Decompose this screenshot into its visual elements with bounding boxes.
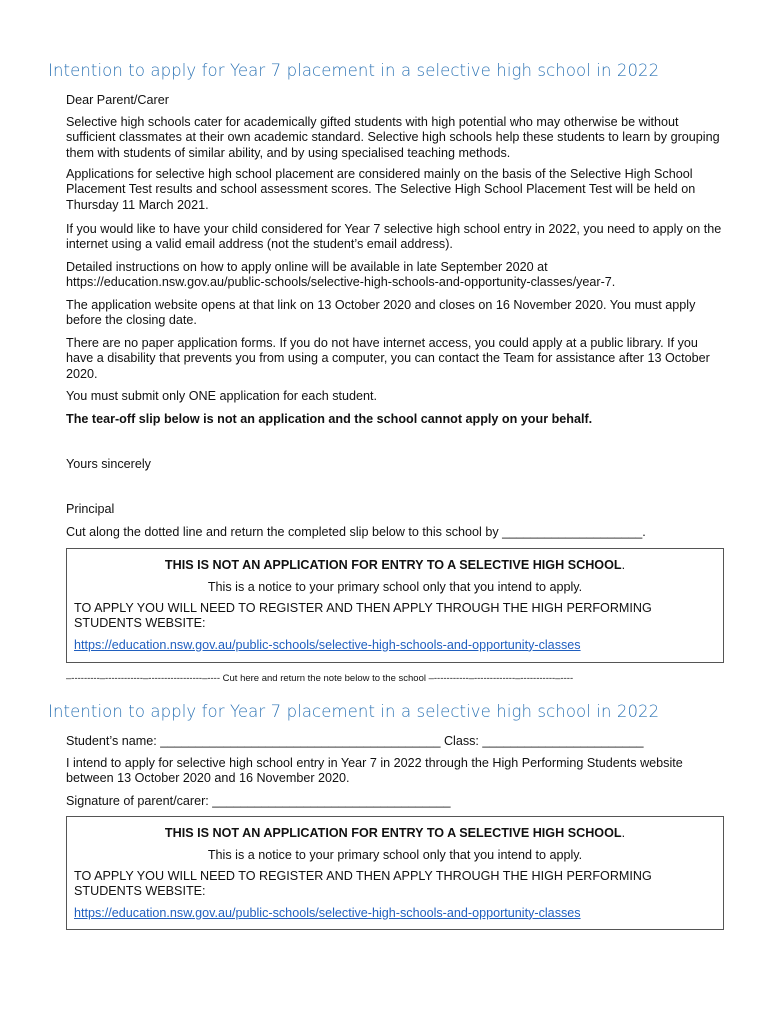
notice-text: This is a notice to your primary school only that you intend to apply. — [207, 580, 583, 594]
paragraph-dates: The application website opens at that link on 13 October 2020 and closes on 16 November 2020. You must apply before the closing date. — [66, 298, 696, 328]
notice-heading — [67, 826, 723, 840]
paragraph-intro: Selective high schools cater for academically gifted students with high potential who may otherwise be without sufficient classmates at their own academic standard. Selective high schools help these students to learn by grouping them with students of similar ability, and by using specialised teaching methods. — [66, 115, 720, 160]
signature-field: Signature of parent/carer: __________________________________ — [66, 794, 451, 808]
closing: Yours sincerely — [66, 457, 151, 471]
selective-schools-link[interactable]: https://education.nsw.gov.au/public-schools/selective-high-schools-and-opportunity-classes — [74, 905, 581, 920]
bold-notice: The tear-off slip below is not an application and the school cannot apply on your behalf. — [66, 412, 593, 426]
paragraph-instructions: Detailed instructions on how to apply online will be available in late September 2020 at https://education.nsw.gov.au/public-schools/selective-high-schools-and-opportunity-classes/year-7. — [66, 260, 616, 290]
slip-title: Intention to apply for Year 7 placement in a selective high school in 2022 — [48, 702, 660, 721]
page-title: Intention to apply for Year 7 placement in a selective high school in 2022 — [48, 61, 660, 80]
signatory: Principal — [66, 502, 115, 516]
notice-heading-text: THIS IS NOT AN APPLICATION FOR ENTRY TO A SELECTIVE HIGH SCHOOL — [164, 826, 622, 840]
paragraph-placement: Applications for selective high school placement are considered mainly on the basis of the Selective High School Placement Test results and school assessment scores. The Selective High School Placement Test will be held on Thursday 11 March 2021. — [66, 167, 696, 212]
notice-box-slip — [66, 816, 724, 930]
selective-schools-link[interactable]: https://education.nsw.gov.au/public-schools/selective-high-schools-and-opportunity-classes — [74, 637, 581, 652]
apply-instruction: TO APPLY YOU WILL NEED TO REGISTER AND THEN APPLY THROUGH THE HIGH PERFORMING STUDENTS WEBSITE: — [74, 869, 652, 899]
notice-heading-period: . — [621, 558, 626, 572]
notice-text: This is a notice to your primary school only that you intend to apply. — [207, 848, 583, 862]
salutation: Dear Parent/Carer — [66, 93, 169, 107]
student-name-field: Student’s name: ________________________________________ Class: _______________________ — [66, 734, 644, 748]
notice-heading-period: . — [621, 826, 626, 840]
notice-heading-text: THIS IS NOT AN APPLICATION FOR ENTRY TO A SELECTIVE HIGH SCHOOL — [164, 558, 622, 572]
paragraph-one-application: You must submit only ONE application for each student. — [66, 389, 378, 403]
apply-instruction: TO APPLY YOU WILL NEED TO REGISTER AND THEN APPLY THROUGH THE HIGH PERFORMING STUDENTS WEBSITE: — [74, 601, 652, 631]
paragraph-no-paper: There are no paper application forms. If you do not have internet access, you could apply at a public library. If you have a disability that prevents you from using a computer, you can contact the Team for assistance after 13 October 2020. — [66, 336, 710, 381]
notice-heading — [67, 558, 723, 572]
cut-instruction: Cut along the dotted line and return the completed slip below to this school by ____________________. — [66, 525, 646, 539]
cut-line: –---------–------------–-----------------–---- Cut here and return the note below to the school –-----------–-------------–-----------–---- — [66, 673, 574, 684]
intent-statement: I intend to apply for selective high school entry in Year 7 in 2022 through the High Performing Students website between 13 October 2020 and 16 November 2020. — [66, 756, 683, 786]
notice-box — [66, 548, 724, 663]
paragraph-apply: If you would like to have your child considered for Year 7 selective high school entry in 2022, you need to apply on the internet using a valid email address (not the student’s email address). — [66, 222, 722, 252]
